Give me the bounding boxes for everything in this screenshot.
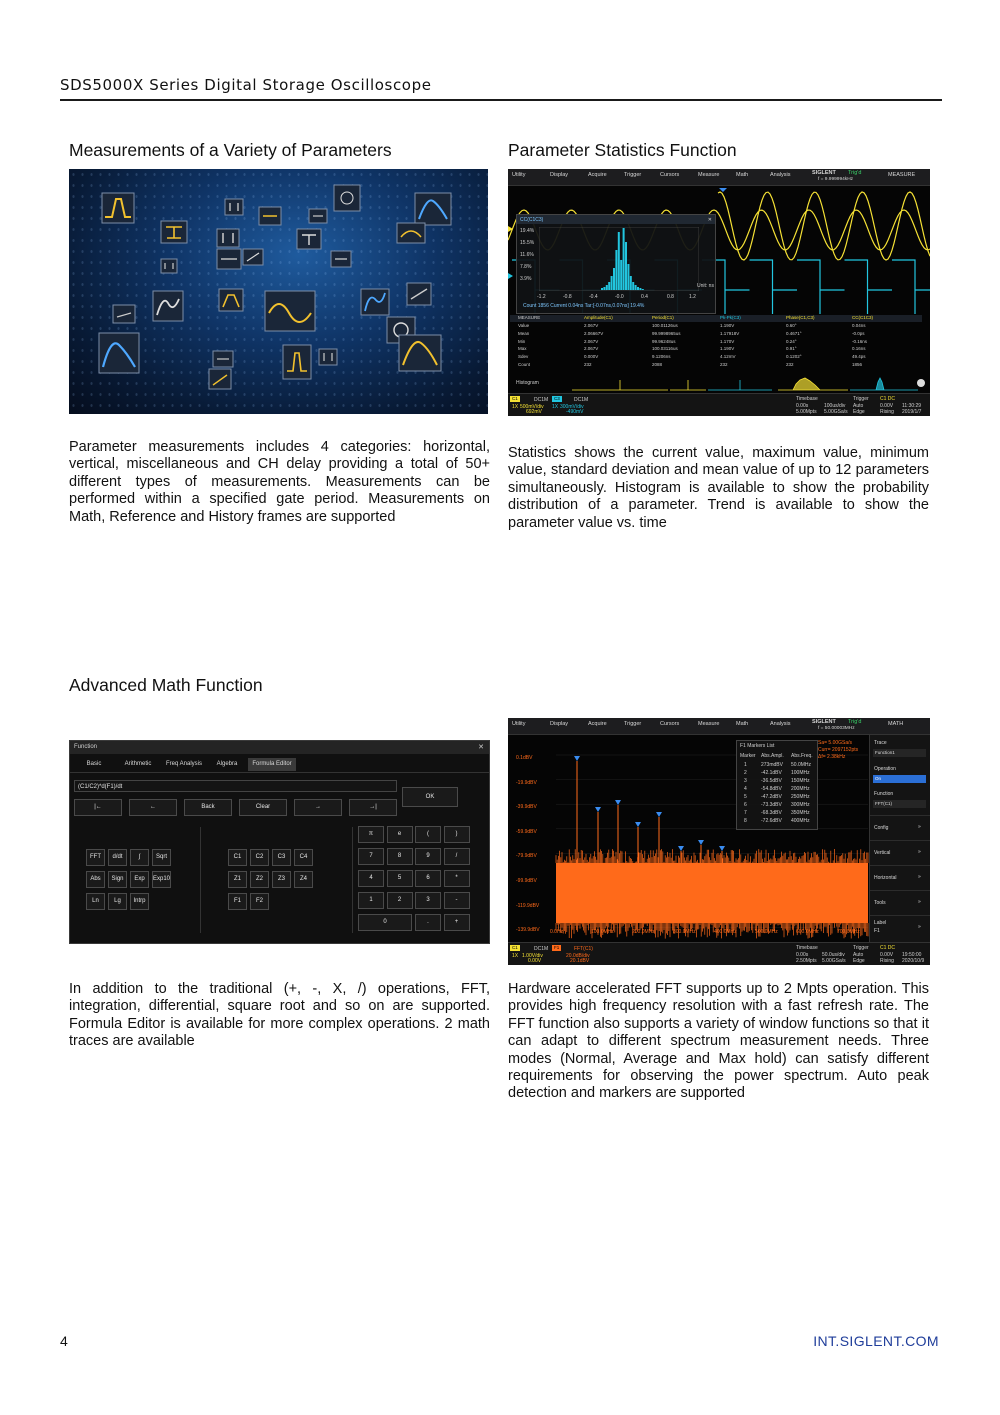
measurements-title: Measurements of a Variety of Parameters [69, 140, 392, 160]
table-cell: Mean [518, 330, 530, 336]
digit-key[interactable]: 8 [387, 848, 413, 865]
function-key[interactable]: Ln [86, 893, 105, 910]
math-function-dialog [69, 740, 490, 944]
timebase-delay: 0.00s [796, 952, 809, 958]
page-number: 4 [60, 1333, 68, 1349]
hist-y-label: 11.6% [520, 252, 534, 258]
y-axis-label: -79.9dBV [516, 853, 537, 860]
x-axis-label: 400.0MHz [714, 929, 737, 935]
menu-utility[interactable]: Utility [512, 721, 526, 727]
marker-cell: -47.2dBV [761, 794, 782, 800]
table-cell: Min [518, 338, 526, 344]
table-cell: 0.000V [584, 354, 599, 360]
marker-cell: -36.5dBV [761, 778, 782, 784]
histogram-popup [516, 214, 716, 314]
marker-cell: 300MHz [791, 802, 810, 808]
table-cell: 2.067V [584, 346, 599, 352]
y-axis-label: -39.9dBV [516, 804, 537, 811]
freq-readout: f = 50.00003MHz [818, 726, 855, 731]
trigger-label: Trigger [853, 396, 869, 402]
brand-logo: SIGLENT [812, 170, 836, 176]
x-axis-label: 600.0MHz [796, 929, 819, 935]
ch1-coupling: DC1M [534, 946, 549, 952]
table-row [510, 362, 922, 369]
source-key[interactable]: F2 [250, 893, 269, 910]
chevron-right-icon: » [918, 874, 921, 880]
function-key[interactable]: d/dt [108, 849, 127, 866]
marker-cell: 350MHz [791, 810, 810, 816]
digit-key[interactable]: * [444, 870, 470, 887]
ch1-chip[interactable]: C1 [512, 945, 518, 950]
operation-label: Operation [874, 766, 896, 772]
table-cell: Max [518, 346, 527, 352]
table-cell: 49.4ps [852, 354, 866, 360]
trigger-source: C1 DC [880, 945, 896, 951]
digit-key[interactable]: - [444, 892, 470, 909]
scope-statusbar [508, 942, 930, 965]
marker-cell: -54.8dBV [761, 786, 782, 792]
sidebar-item-label: Tools [874, 900, 886, 906]
col-header: Amplitude(C1) [584, 315, 613, 320]
digit-key[interactable]: 4 [358, 870, 384, 887]
table-cell: 99.96248us [652, 338, 676, 344]
f1-scale: 20.0dB/div [566, 953, 590, 959]
ch1-scale: 1.00V/div [522, 953, 543, 959]
source-key[interactable]: C4 [294, 849, 313, 866]
digit-key[interactable]: ) [444, 826, 470, 843]
timebase-scale: 100us/div [824, 403, 846, 409]
menu-cursors[interactable]: Cursors [660, 172, 680, 178]
marker-cell: -73.3dBV [761, 802, 782, 808]
function-key[interactable]: Exp [130, 871, 149, 888]
table-cell: 232 [584, 362, 592, 367]
trigger-level: 0.00V [880, 403, 894, 409]
hist-y-label: 19.4% [520, 228, 535, 234]
fft-body: Hardware accelerated FFT supports up to 2 Mpts operation. This provides high frequency resolution with a fast refresh rate. The FFT function also supports a variety of window functions so that it can adapt to different spectrum measurement needs. Three modes (Normal, Average and Max hold) can satisfy different requirements for observing the power spectrum. Auto peak detection and markers are supported [508, 981, 929, 1102]
menu-math[interactable]: Math [736, 172, 749, 178]
menu-utility[interactable]: Utility [512, 172, 526, 178]
tab-basic[interactable]: Basic [86, 761, 102, 767]
chevron-right-icon: » [918, 899, 921, 905]
digit-key[interactable]: e [387, 826, 413, 843]
table-cell: 0.16ns [852, 346, 866, 352]
marker-cell: 50.0MHz [791, 762, 812, 768]
ch3-offset: -490mV [566, 409, 584, 415]
nav-key[interactable]: →| [349, 799, 397, 816]
hist-x-label: -1.2 [537, 294, 546, 300]
trigger-mode: Auto [853, 952, 864, 958]
nav-key[interactable]: → [294, 799, 342, 816]
table-cell: 0.4671° [786, 330, 802, 336]
sample-rate: 5.00GSa/s [822, 958, 846, 964]
hist-unit: Unit: ns [697, 283, 714, 289]
col-header: Abs.Ampl. [761, 753, 784, 759]
statistics-screenshot [508, 169, 930, 416]
digit-key[interactable]: 5 [387, 870, 413, 887]
table-cell: 2088 [652, 362, 663, 367]
menu-cursors[interactable]: Cursors [660, 721, 680, 727]
dialog-title: Function [74, 744, 98, 750]
measurements-illustration [69, 169, 488, 414]
close-icon[interactable]: ✕ [478, 744, 484, 751]
digit-key[interactable]: . [415, 914, 441, 931]
sidebar-item-label-field[interactable] [870, 915, 930, 944]
close-icon[interactable]: ✕ [707, 216, 712, 223]
function-key[interactable]: ∫ [130, 849, 149, 866]
histogram-bars [601, 228, 644, 290]
menu-acquire[interactable]: Acquire [588, 172, 607, 178]
nav-key[interactable]: Clear [239, 799, 287, 816]
digit-key[interactable]: 7 [358, 848, 384, 865]
table-cell: -0.0ps [852, 330, 865, 336]
trig-state: Trig'd [848, 719, 862, 725]
marker-cell: 400MHz [791, 818, 810, 824]
digit-key[interactable]: 6 [415, 870, 441, 887]
function-key[interactable]: FFT [86, 849, 105, 866]
clock-time: 19:50:00 [902, 952, 922, 958]
digit-key[interactable]: 9 [415, 848, 441, 865]
histogram-strip [510, 376, 926, 392]
trigger-slope: Rising [880, 958, 894, 964]
clock-time: 11:30:29 [902, 403, 922, 409]
marker-cell: 2 [744, 770, 747, 776]
function-select[interactable]: FFT(C1) [873, 800, 926, 808]
formula-input[interactable]: (C1/C2)*d(F1)/dt [74, 780, 397, 792]
marker-cell: 4 [744, 786, 747, 792]
timebase-delay: 0.00s [796, 403, 809, 409]
mini-histograms [510, 376, 926, 392]
table-cell: 0.91° [786, 346, 797, 352]
ch1-offset: 692mV [526, 409, 542, 415]
hist-x-label: -0.4 [589, 294, 598, 300]
x-axis-label: 200.0MHz [632, 929, 655, 935]
ch1-probe: 1X [512, 404, 519, 410]
sidebar-item-label: Horizontal [874, 875, 897, 881]
table-cell: 1.170V [720, 338, 735, 344]
function-key[interactable]: Abs [86, 871, 105, 888]
table-cell: 2.067V [584, 338, 599, 344]
hist-x-label: 1.2 [689, 294, 696, 300]
sidebar-item-config[interactable] [870, 815, 930, 841]
timebase-label: Timebase [796, 945, 818, 951]
table-row [510, 354, 922, 361]
histogram-strip-label: Histogram [516, 380, 539, 386]
marker-cell: 200MHz [791, 786, 810, 792]
ch1-offset: 0.00V [528, 958, 542, 964]
ch3-probe: 1X [552, 404, 559, 410]
f1-function: FFT(C1) [574, 946, 593, 952]
freq-readout: f = 9.999994kHz [818, 177, 854, 182]
sample-rate-info: Sa= 5.00GSa/s [818, 740, 853, 746]
function-key[interactable]: Lg [108, 893, 127, 910]
table-cell: 99.9998965us [652, 330, 681, 336]
table-cell: 100.01126us [652, 323, 678, 328]
trigger-type: Edge [853, 409, 865, 415]
marker-cell: 100MHz [791, 770, 810, 776]
sidebar-item-label: Vertical [874, 850, 891, 856]
table-cell: 2.067V [584, 323, 599, 328]
y-axis-label: -119.9dBV [516, 902, 540, 909]
menu-analysis[interactable]: Analysis [770, 721, 791, 727]
table-cell: Value [518, 323, 530, 328]
clock-date: 2020/10/9 [902, 958, 925, 964]
math-body: In addition to the traditional (+, -, X, /) operations, FFT, integration, differential, square root and so on are supported. Formula Editor is available for more complex operations. 2 math traces are available [69, 981, 490, 1050]
x-axis-label: 500.0MHz [755, 929, 778, 935]
scope-menubar [508, 169, 930, 186]
trigger-mode: Auto [853, 403, 864, 409]
markers-list [736, 740, 818, 830]
function-key[interactable]: Sign [108, 871, 127, 888]
function-key[interactable]: Sqrt [152, 849, 171, 866]
y-axis-label: 0.1dBV [516, 755, 533, 761]
brand-logo: SIGLENT [812, 719, 836, 725]
chevron-right-icon: » [918, 824, 921, 830]
chevron-right-icon: » [918, 849, 921, 855]
hist-y-label: 7.8% [520, 264, 532, 270]
marker-cell: -42.1dBV [761, 770, 782, 776]
dialog-titlebar [70, 741, 489, 754]
function-label: Function [874, 791, 894, 797]
x-axis-label: 100.0MHz [591, 929, 614, 935]
ch1-scale: 500mV/div [520, 404, 544, 410]
col-header: Pk-Pk(C3) [720, 315, 741, 320]
marker-cell: -72.6dBV [761, 818, 782, 824]
math-title: Advanced Math Function [69, 675, 263, 695]
trigger-level: 0.00V [880, 952, 894, 958]
points-info: Curr= 2097152pts [818, 747, 859, 753]
ch3-chip[interactable]: C3 [554, 396, 560, 401]
marker-cell: 250MHz [791, 794, 810, 800]
table-cell: 0.60° [786, 323, 797, 328]
tab-arithmetic[interactable]: Arithmetic [124, 761, 152, 767]
menu-measure[interactable]: Measure [698, 721, 720, 727]
table-cell: 1.190V [720, 346, 735, 352]
tab-formula-editor[interactable]: Formula Editor [248, 758, 296, 771]
timebase-label: Timebase [796, 396, 818, 402]
ch1-coupling: DC1M [534, 397, 549, 403]
label-label: Label [874, 920, 887, 926]
col-header: MEASURE [518, 315, 541, 320]
nav-key[interactable]: |← [74, 799, 122, 816]
table-cell: 4.12mV [720, 354, 736, 360]
x-axis-label: 300.0MHz [673, 929, 696, 935]
table-cell: 1.17918V [720, 330, 740, 336]
source-key[interactable]: Z2 [250, 871, 269, 888]
scope-statusbar [508, 393, 930, 416]
measure-table [510, 315, 922, 375]
menu-acquire[interactable]: Acquire [588, 721, 607, 727]
x-axis-label: 0.0Hz [550, 929, 564, 935]
source-key[interactable]: Z4 [294, 871, 313, 888]
function-key[interactable]: Intrp [130, 893, 149, 910]
trig-state: Trig'd [848, 170, 862, 176]
trace-label: Trace [874, 740, 887, 746]
histogram-title: CC(C1C3) [520, 216, 544, 223]
hist-x-label: 0.8 [667, 294, 674, 300]
sample-rate: 5.00GSa/s [824, 409, 848, 415]
ch1-probe: 1X [512, 953, 519, 959]
marker-cell: 6 [744, 802, 747, 808]
histogram-titlebar [517, 215, 715, 224]
y-axis-label: -99.9dBV [516, 878, 537, 884]
table-cell: 2.06667V [584, 330, 604, 336]
timebase-scale: 50.0us/div [822, 952, 845, 958]
tile-pulse-1 [102, 193, 134, 223]
memory-depth: 2.50Mpts [796, 958, 817, 964]
ok-button[interactable]: OK [402, 787, 458, 807]
keypad-divider [200, 827, 201, 933]
col-header: Period(C1) [652, 315, 674, 320]
table-cell: -0.16ns [852, 338, 868, 344]
label-value: F1 [874, 928, 880, 934]
ch3-coupling: DC1M [574, 397, 589, 403]
marker-cell: 8 [744, 818, 747, 824]
menu-display[interactable]: Display [550, 172, 569, 178]
table-cell: 0.1202° [786, 354, 802, 360]
table-cell: Sdev [518, 354, 529, 360]
statistics-body: Statistics shows the current value, maximum value, minimum value, standard deviation and mean value of up to 12 parameters simultaneously. Histogram is available to show the probability distribution of a parameter. Trend is available to show the parameter value vs. time [508, 445, 929, 531]
clock-date: 2019/1/7 [902, 409, 922, 415]
table-cell: 0.24° [786, 338, 797, 344]
trigger-type: Edge [853, 958, 865, 964]
col-header: Marker [740, 753, 756, 759]
table-cell: Count [518, 362, 531, 367]
measurement-tiles [69, 169, 488, 414]
source-key[interactable]: Z3 [272, 871, 291, 888]
x-axis-label: 700.0MHz [837, 929, 860, 935]
nav-key[interactable]: ← [129, 799, 177, 816]
source-key[interactable]: C2 [250, 849, 269, 866]
document-header: SDS5000X Series Digital Storage Oscilloscope [60, 76, 432, 94]
marker-cell: 150MHz [791, 778, 810, 784]
marker-cell: 1 [744, 762, 747, 768]
trigger-slope: Rising [880, 409, 894, 415]
sidebar-item-tools[interactable] [870, 890, 930, 916]
digit-key[interactable]: ( [415, 826, 441, 843]
resolution-info: Δf= 2.38kHz [818, 754, 846, 760]
table-header [510, 315, 922, 322]
table-cell: 1.190V [720, 323, 735, 328]
hist-x-label: -0.0 [615, 294, 624, 300]
menu-measure[interactable]: Measure [698, 172, 720, 178]
keypad-divider [352, 827, 353, 933]
markers-list-title: F1 Markers List [740, 743, 775, 749]
tab-divider [70, 772, 489, 773]
hist-footer: Count 1856 Current 0.04ns Tar:[-0.07ns,0.07ns] 19.4% [523, 303, 645, 309]
scope-menubar [508, 718, 930, 735]
digit-key[interactable]: 1 [358, 892, 384, 909]
nav-key[interactable]: Back [184, 799, 232, 816]
y-axis-label: -59.9dBV [516, 828, 537, 835]
source-key[interactable]: C1 [228, 849, 247, 866]
col-header: CC(C1C3) [852, 315, 874, 320]
menu-analysis[interactable]: Analysis [770, 172, 791, 178]
menu-display[interactable]: Display [550, 721, 569, 727]
trigger-source: C1 DC [880, 396, 896, 402]
table-row [510, 346, 922, 353]
trace-select[interactable]: Function1 [873, 749, 926, 757]
statistics-title: Parameter Statistics Function [508, 140, 737, 160]
tab-algebra[interactable]: Algebra [216, 761, 238, 767]
table-cell: 9.1206ns [652, 354, 671, 360]
menu-math[interactable]: Math [736, 721, 749, 727]
digit-key[interactable]: 3 [415, 892, 441, 909]
digit-key[interactable]: 2 [387, 892, 413, 909]
function-key[interactable]: Exp10 [152, 871, 171, 888]
mode-label: MATH [888, 721, 904, 727]
table-cell: 232 [720, 362, 728, 367]
f1-offset: 20.1dBV [570, 958, 590, 964]
sidebar-item-horizontal[interactable] [870, 865, 930, 891]
mode-label: MEASURE [888, 172, 916, 178]
chevron-right-icon: » [918, 924, 921, 930]
digit-key[interactable]: / [444, 848, 470, 865]
source-key[interactable]: F1 [228, 893, 247, 910]
y-axis-label: -139.9dBV [516, 927, 540, 934]
marker-cell: -68.3dBV [761, 810, 782, 816]
sidebar-item-label: Config [874, 825, 889, 831]
marker-cell: 273mdBV [761, 762, 783, 768]
digit-key[interactable]: π [358, 826, 384, 843]
hist-x-label: -0.8 [563, 294, 572, 300]
header-rule [60, 99, 942, 101]
table-cell: 0.04ns [852, 323, 866, 328]
marker-cell: 7 [744, 810, 747, 816]
marker-cell: 3 [744, 778, 747, 784]
histogram-plot [539, 227, 699, 291]
source-key[interactable]: Z1 [228, 871, 247, 888]
ch3-scale: 300mV/div [560, 404, 584, 410]
hist-y-label: 15.5% [520, 240, 535, 246]
menu-trigger[interactable]: Trigger [624, 172, 642, 178]
math-sidebar [869, 735, 930, 943]
footer-url[interactable]: INT.SIGLENT.COM [813, 1333, 939, 1349]
hist-y-label: 3.9% [520, 276, 532, 282]
marker-cell: 5 [744, 794, 747, 800]
digit-key[interactable]: 0 [358, 914, 412, 931]
digit-key[interactable]: + [444, 914, 470, 931]
source-key[interactable]: C3 [272, 849, 291, 866]
operation-toggle[interactable]: On [873, 775, 926, 783]
y-axis-label: -19.9dBV [516, 779, 537, 786]
fft-screenshot [508, 718, 930, 965]
table-row [510, 339, 922, 346]
sidebar-item-vertical[interactable] [870, 840, 930, 866]
table-row [510, 331, 922, 338]
trigger-label: Trigger [853, 945, 869, 951]
noise-floor-fill [556, 863, 868, 923]
memory-depth: 5.00Mpts [796, 409, 817, 415]
menu-trigger[interactable]: Trigger [624, 721, 642, 727]
table-cell: 1856 [852, 362, 863, 367]
table-cell: 100.03116us [652, 346, 678, 352]
measurements-body: Parameter measurements includes 4 categories: horizontal, vertical, miscellaneous and CH delay providing a total of 50+ different types of measurements. Measurements can be performed within a specified gate period. Measurements on Math, Reference and History frames are supported [69, 439, 490, 525]
hist-x-label: 0.4 [641, 294, 648, 300]
tab-freq-analysis[interactable]: Freq Analysis [165, 761, 202, 767]
col-header: Phase(C1,C3) [786, 315, 815, 320]
table-row [510, 323, 922, 330]
ch1-chip[interactable]: C1 [512, 396, 518, 401]
table-cell: 232 [786, 362, 794, 367]
f1-chip[interactable]: F1 [554, 945, 560, 950]
col-header: Abs.Freq. [791, 753, 813, 759]
